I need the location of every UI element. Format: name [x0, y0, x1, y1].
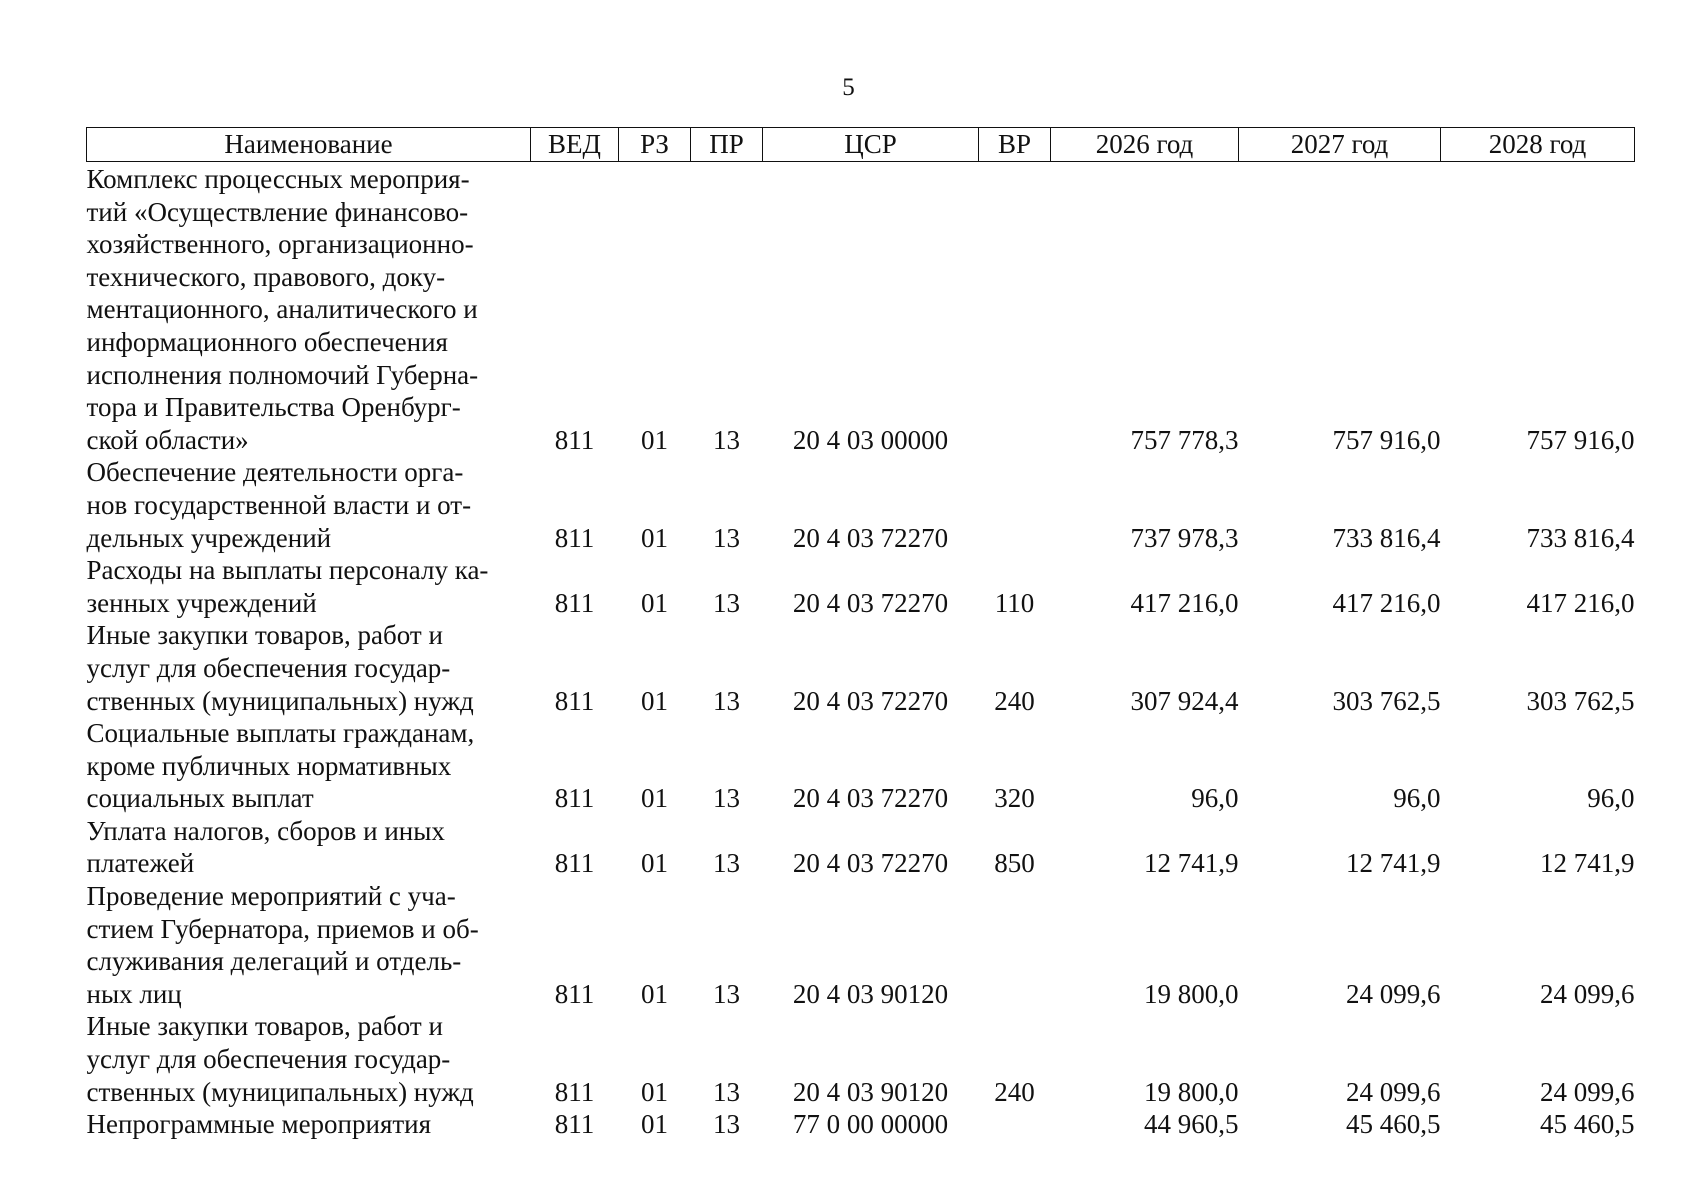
cell-ved: 811	[554, 848, 595, 879]
cell-name-line: исполнения полномочий Губерна-	[86, 359, 479, 390]
cell-name	[87, 880, 531, 1010]
cell-name-line: ственных (муниципальных) нужд	[86, 685, 474, 716]
cell-name-line: дельных учреждений	[86, 522, 332, 553]
cell-2027: 96,0	[1393, 783, 1441, 814]
table-row	[87, 815, 1635, 880]
cell-2026: 96,0	[1191, 783, 1239, 814]
cell-2026: 44 960,5	[1144, 1109, 1239, 1140]
cell-vr	[979, 162, 1051, 457]
cell-ved: 811	[554, 978, 595, 1009]
cell-name-line: Иные закупки товаров, работ и	[86, 620, 443, 651]
cell-vr: 240	[994, 685, 1035, 716]
cell-name	[87, 619, 531, 717]
cell-2028: 24 099,6	[1540, 1076, 1635, 1107]
cell-name-line: Комплекс процессных мероприя-	[86, 164, 470, 194]
cell-2027: 12 741,9	[1346, 848, 1441, 879]
cell-name-line: Непрограммные мероприятия	[86, 1109, 432, 1140]
cell-name-line: Расходы на выплаты персоналу ка-	[86, 555, 489, 586]
cell-vr	[979, 880, 1051, 1010]
cell-rz: 01	[641, 783, 668, 814]
cell-rz: 01	[641, 424, 668, 455]
cell-name-line: ской области»	[86, 424, 249, 455]
cell-name	[87, 1010, 531, 1108]
page-number: 5	[842, 74, 855, 101]
cell-2026: 12 741,9	[1144, 848, 1239, 879]
cell-ved: 811	[554, 587, 595, 618]
table-row	[87, 554, 1635, 619]
cell-vr: 110	[994, 587, 1035, 618]
table-row	[87, 1108, 1635, 1141]
cell-2027: 24 099,6	[1346, 1076, 1441, 1107]
cell-vr: 850	[994, 848, 1035, 879]
cell-rz: 01	[641, 978, 668, 1009]
cell-2026: 737 978,3	[1130, 522, 1239, 553]
table-row	[87, 1010, 1635, 1108]
cell-2028: 45 460,5	[1540, 1109, 1635, 1140]
cell-vr: 240	[994, 1076, 1035, 1107]
cell-name-line: стием Губернатора, приемов и об-	[86, 913, 479, 944]
cell-name-line: услуг для обеспечения государ-	[86, 1044, 451, 1075]
cell-name-line: нов государственной власти и от-	[86, 489, 472, 520]
cell-ved: 811	[554, 1076, 595, 1107]
cell-pr: 13	[713, 1109, 740, 1140]
cell-name	[87, 1108, 531, 1141]
cell-name-line: платежей	[86, 848, 195, 879]
cell-name-line: тора и Правительства Оренбург-	[86, 392, 461, 423]
cell-rz: 01	[641, 685, 668, 716]
cell-rz: 01	[641, 1109, 668, 1140]
header-2028: 2028 год	[1441, 128, 1635, 162]
cell-2028: 12 741,9	[1540, 848, 1635, 879]
cell-name-line: ственных (муниципальных) нужд	[86, 1076, 474, 1107]
cell-name-line: технического, правового, доку-	[86, 261, 446, 292]
cell-vr	[979, 456, 1051, 554]
table-header	[87, 128, 1635, 162]
cell-pr: 13	[713, 783, 740, 814]
cell-2026: 307 924,4	[1130, 685, 1239, 716]
cell-2028: 303 762,5	[1526, 685, 1635, 716]
budget-table	[86, 127, 1635, 1141]
cell-name	[87, 717, 531, 815]
cell-name-line: социальных выплат	[86, 783, 314, 814]
cell-ved: 811	[554, 1109, 595, 1140]
cell-2028: 96,0	[1587, 783, 1635, 814]
cell-name-line: ных лиц	[86, 978, 182, 1009]
cell-2026: 757 778,3	[1130, 424, 1239, 455]
cell-2028: 24 099,6	[1540, 978, 1635, 1009]
table-row	[87, 456, 1635, 554]
table-row	[87, 162, 1635, 457]
header-ved: ВЕД	[531, 128, 619, 162]
cell-csr: 20 4 03 72270	[792, 587, 949, 618]
cell-csr: 20 4 03 72270	[792, 783, 949, 814]
cell-pr: 13	[713, 1076, 740, 1107]
cell-csr: 20 4 03 72270	[792, 848, 949, 879]
cell-name	[87, 815, 531, 880]
cell-csr: 20 4 03 00000	[792, 424, 949, 455]
cell-name	[87, 554, 531, 619]
table-row	[87, 880, 1635, 1010]
cell-csr: 77 0 00 00000	[792, 1109, 949, 1140]
cell-rz: 01	[641, 1076, 668, 1107]
cell-name-line: хозяйственного, организационно-	[86, 229, 474, 260]
cell-name-line: служивания делегаций и отдель-	[86, 946, 462, 977]
cell-pr: 13	[713, 587, 740, 618]
cell-name-line: Иные закупки товаров, работ и	[86, 1011, 443, 1042]
cell-pr: 13	[713, 522, 740, 553]
cell-2027: 45 460,5	[1346, 1109, 1441, 1140]
cell-2028: 733 816,4	[1526, 522, 1635, 553]
cell-ved: 811	[554, 522, 595, 553]
table-row	[87, 619, 1635, 717]
cell-2027: 757 916,0	[1332, 424, 1441, 455]
cell-2028: 757 916,0	[1526, 424, 1635, 455]
cell-name	[87, 162, 531, 457]
cell-ved: 811	[554, 685, 595, 716]
cell-name-line: информационного обеспечения	[86, 326, 448, 357]
cell-2027: 417 216,0	[1332, 587, 1441, 618]
cell-name	[87, 456, 531, 554]
cell-vr	[979, 1108, 1051, 1141]
cell-ved: 811	[554, 424, 595, 455]
cell-2027: 24 099,6	[1346, 978, 1441, 1009]
cell-rz: 01	[641, 522, 668, 553]
cell-name-line: услуг для обеспечения государ-	[86, 652, 451, 683]
cell-name-line: Обеспечение деятельности орга-	[86, 457, 464, 488]
cell-csr: 20 4 03 90120	[792, 978, 949, 1009]
header-csr: ЦСР	[763, 128, 979, 162]
table-row	[87, 717, 1635, 815]
cell-name-line: Уплата налогов, сборов и иных	[86, 815, 445, 846]
cell-2026: 19 800,0	[1144, 978, 1239, 1009]
cell-name-line: Проведение мероприятий с уча-	[86, 881, 456, 912]
cell-name-line: Социальные выплаты гражданам,	[86, 718, 475, 749]
table-body	[87, 162, 1635, 1141]
header-pr: ПР	[691, 128, 763, 162]
cell-name-line: ментационного, аналитического и	[86, 294, 478, 325]
cell-name-line: кроме публичных нормативных	[86, 750, 452, 781]
header-rz: РЗ	[619, 128, 691, 162]
cell-rz: 01	[641, 848, 668, 879]
cell-csr: 20 4 03 90120	[792, 1076, 949, 1107]
header-row	[87, 128, 1635, 162]
header-2026: 2026 год	[1051, 128, 1239, 162]
cell-2026: 417 216,0	[1130, 587, 1239, 618]
cell-pr: 13	[713, 978, 740, 1009]
cell-2028: 417 216,0	[1526, 587, 1635, 618]
cell-vr: 320	[994, 783, 1035, 814]
cell-2027: 303 762,5	[1332, 685, 1441, 716]
cell-pr: 13	[713, 424, 740, 455]
cell-name-line: зенных учреждений	[86, 587, 317, 618]
cell-pr: 13	[713, 848, 740, 879]
cell-2027: 733 816,4	[1332, 522, 1441, 553]
cell-ved: 811	[554, 783, 595, 814]
cell-name-line: тий «Осуществление финансово-	[86, 196, 469, 227]
cell-csr: 20 4 03 72270	[792, 685, 949, 716]
header-vr: ВР	[979, 128, 1051, 162]
header-name: Наименование	[87, 128, 531, 162]
header-2027: 2027 год	[1239, 128, 1441, 162]
cell-pr: 13	[713, 685, 740, 716]
cell-rz: 01	[641, 587, 668, 618]
cell-2026: 19 800,0	[1144, 1076, 1239, 1107]
cell-csr: 20 4 03 72270	[792, 522, 949, 553]
